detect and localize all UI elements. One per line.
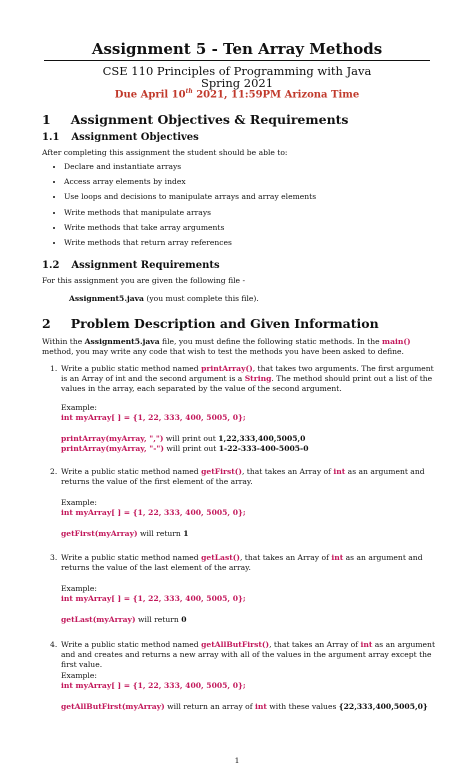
example-declaration: int myArray[ ] = {1, 22, 333, 400, 5005, 0}; <box>61 508 246 517</box>
example-output: getLast(myArray) will return 0 <box>61 615 187 624</box>
due-date: Due April 10th 2021, 11:59PM Arizona Time <box>114 88 360 101</box>
list-item: • Write methods that manipulate arrays <box>64 208 316 223</box>
requirements-intro: For this assignment you are given the following file - <box>42 276 246 285</box>
example-output: getFirst(myArray) will return 1 <box>61 529 189 538</box>
example-output: getAllButFirst(myArray) will return an array of int with these values {22,333,400,5005,0} <box>61 702 428 711</box>
section-1-1-heading: 1.1 Assignment Objectives <box>42 132 199 143</box>
list-item: • Access array elements by index <box>64 177 316 192</box>
objectives-list <box>52 162 316 253</box>
term: Spring 2021 <box>200 76 274 90</box>
example-output-1: printArray(myArray, ",") will print out 1,22,333,400,5005,0 <box>61 434 306 443</box>
item-3-description: Write a public static method named getLast(), that takes an Array of int as an argument and returns the value of the last element of the array. <box>61 553 423 572</box>
item-4-description: Write a public static method named getAllButFirst(), that takes an Array of int as an argument and and creates and returns a new array with all of the values in the argument array except the first value. <box>61 640 435 669</box>
list-item: • Use loops and decisions to manipulate arrays and array elements <box>64 192 316 207</box>
example-output-2: printArray(myArray, "-") will print out 1-22-333-400-5005-0 <box>61 444 309 453</box>
section-2-heading: 2 Problem Description and Given Information <box>42 316 379 331</box>
section-1-2-heading: 1.2 Assignment Requirements <box>42 260 220 271</box>
section-2-intro: Within the Assignment5.java file, you must define the following static methods. In the main() method, you may write any code that wish to test the methods you have been asked to define. <box>42 337 411 356</box>
list-item: • Declare and instantiate arrays <box>64 162 316 177</box>
example-label: Example: <box>61 584 97 593</box>
list-item: • Write methods that take array arguments <box>64 223 316 238</box>
item-1-description: Write a public static method named printArray(), that takes two arguments. The first argument is an Array of int and the second argument is a String. The method should print out a list of the values in the array, each separated by the value of the second argument. <box>61 364 434 393</box>
item-number: 4. <box>50 640 58 649</box>
list-item: • Write methods that return array references <box>64 238 316 253</box>
required-file: Assignment5.java (you must complete this file). <box>69 294 259 303</box>
title-rule <box>44 60 430 61</box>
example-declaration: int myArray[ ] = {1, 22, 333, 400, 5005, 0}; <box>61 413 246 422</box>
example-label: Example: <box>61 498 97 507</box>
course-name: CSE 110 Principles of Programming with Java <box>102 64 372 78</box>
item-number: 2. <box>50 467 58 476</box>
item-2-description: Write a public static method named getFirst(), that takes an Array of int as an argument and returns the value of the first element of the array. <box>61 467 425 486</box>
page-number: 1 <box>234 756 240 765</box>
document-title: Assignment 5 - Ten Array Methods <box>91 40 383 58</box>
section-1-heading: 1 Assignment Objectives & Requirements <box>42 112 349 127</box>
objectives-intro: After completing this assignment the student should be able to: <box>42 148 288 157</box>
example-label: Example: <box>61 403 97 412</box>
example-label: Example: <box>61 671 97 680</box>
example-declaration: int myArray[ ] = {1, 22, 333, 400, 5005, 0}; <box>61 594 246 603</box>
item-number: 1. <box>50 364 58 373</box>
item-number: 3. <box>50 553 58 562</box>
example-declaration: int myArray[ ] = {1, 22, 333, 400, 5005, 0}; <box>61 681 246 690</box>
